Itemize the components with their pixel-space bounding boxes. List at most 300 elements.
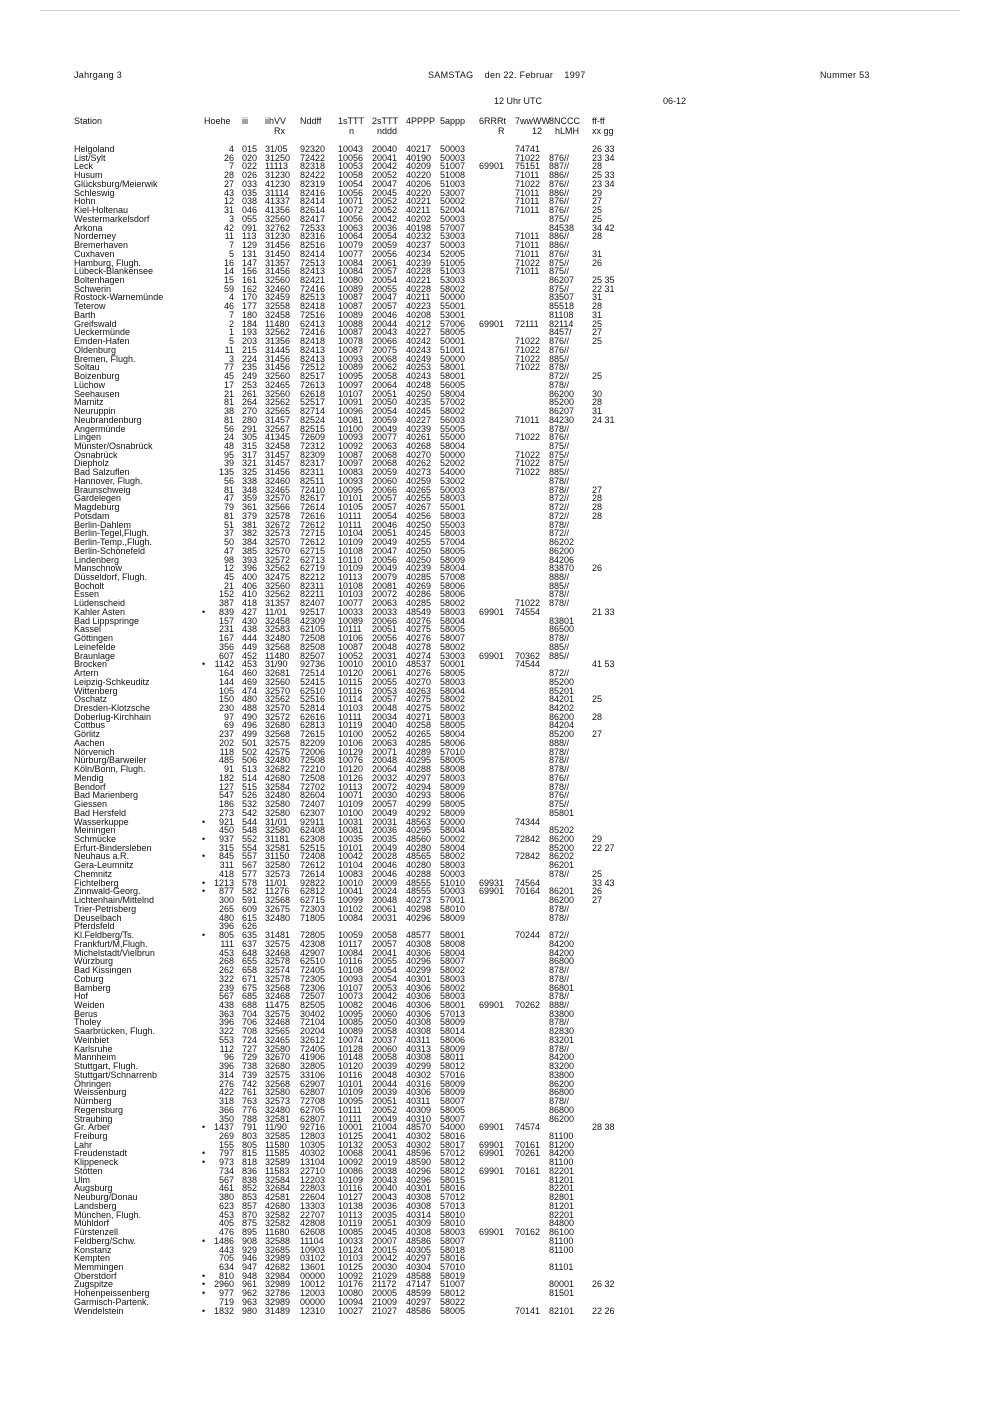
table-row — [74, 145, 954, 154]
ff-value: 33 43 — [592, 877, 615, 888]
nddff-value: 72514 — [300, 668, 326, 679]
hoehe-value: 24 — [223, 432, 234, 443]
ts2-value: 20042 — [372, 213, 398, 224]
ww-value: 75151 — [515, 161, 541, 172]
ts2-value: 20033 — [372, 606, 398, 617]
nddff-value: 72405 — [300, 965, 326, 976]
station-name: Karlsruhe — [74, 1043, 113, 1054]
ap-value: 58004 — [440, 842, 466, 853]
ihvv-value: 31445 — [265, 344, 291, 355]
ts-value: 10010 — [338, 659, 364, 670]
station-name: Berlin-Temp.,Flugh. — [74, 537, 153, 548]
ts-value: 10087 — [338, 301, 364, 312]
ihvv-value: 31230 — [265, 231, 291, 242]
iii-value: 609 — [242, 903, 258, 914]
ihvv-value: 32580 — [265, 825, 291, 836]
ihvv-value: 32581 — [265, 842, 291, 853]
hoehe-value: 4 — [228, 292, 234, 303]
ts-value: 10093 — [338, 973, 364, 984]
iii-value: 490 — [242, 711, 258, 722]
station-name: Köln/Bonn, Flugh. — [74, 764, 146, 775]
table-row — [74, 1298, 954, 1307]
iii-value: 805 — [242, 1139, 258, 1150]
ts2-value: 20055 — [372, 676, 398, 687]
hoehe-value: 28 — [223, 170, 234, 181]
table-row — [74, 678, 954, 687]
ts-value: 10095 — [338, 371, 364, 382]
nc-value: 878// — [549, 746, 570, 757]
station-name: Oldenburg — [74, 344, 117, 355]
nc-value: 81101 — [549, 1262, 574, 1272]
ww-value: 71022 — [515, 336, 541, 347]
ts2-value: 20081 — [372, 580, 398, 591]
mountain-marker: • — [202, 1157, 206, 1168]
p4-value: 40306 — [406, 991, 432, 1002]
ap-value: 58003 — [440, 528, 466, 539]
ap-value: 58007 — [440, 956, 466, 967]
ts2-value: 20077 — [372, 432, 398, 443]
iii-value: 708 — [242, 1026, 258, 1037]
table-row — [74, 285, 954, 294]
ts2-value: 20031 — [372, 650, 398, 661]
nddff-value: 62812 — [300, 886, 326, 897]
nc-value: 886// — [549, 187, 570, 198]
nddff-value: 12310 — [300, 1305, 326, 1316]
nddff-value: 82617 — [300, 493, 326, 504]
hoehe-value: 480 — [218, 912, 234, 923]
ap-value: 58009 — [440, 1078, 466, 1089]
ihvv-value: 11475 — [265, 999, 290, 1010]
ap-value: 50000 — [440, 449, 466, 460]
station-name: Oschatz — [74, 694, 108, 705]
nc-value: 81100 — [549, 1235, 574, 1246]
hoehe-value: 453 — [218, 1209, 234, 1220]
ts-value: 10080 — [338, 275, 364, 286]
ts2-value: 20066 — [372, 484, 398, 495]
station-name: Lüchow — [74, 379, 106, 390]
table-row — [74, 765, 954, 774]
nddff-value: 72612 — [300, 860, 326, 871]
table-row — [74, 905, 954, 914]
p4-value: 40294 — [406, 781, 432, 792]
iii-value: 532 — [242, 799, 258, 810]
p4-value: 40273 — [406, 467, 432, 478]
p4-value: 40280 — [406, 860, 432, 871]
table-row — [74, 1071, 954, 1080]
station-name: Chemnitz — [74, 868, 113, 879]
nc-value: 872// — [549, 502, 570, 513]
ff-value: 25 33 — [592, 170, 615, 181]
ts2-value: 20052 — [372, 196, 398, 207]
nddff-value: 72614 — [300, 502, 326, 513]
p4-value: 40265 — [406, 729, 432, 740]
nc-value: 82201 — [549, 1183, 575, 1194]
nc-value: 878// — [549, 589, 570, 600]
ts-value: 10132 — [338, 1139, 364, 1150]
ts2-value: 21172 — [372, 1279, 397, 1290]
station-name: Rostock-Warnemünde — [74, 292, 164, 303]
station-name: Glücksburg/Meierwik — [74, 178, 158, 189]
ihvv-value: 32458 — [265, 309, 291, 320]
nddff-value: 62719 — [300, 563, 326, 574]
p4-value: 40305 — [406, 1244, 432, 1255]
hoehe-value: 237 — [218, 729, 234, 740]
ts-value: 10087 — [338, 344, 364, 355]
nc-value: 84204 — [549, 720, 575, 731]
station-name: Landsberg — [74, 1200, 117, 1211]
ap-value: 51010 — [440, 877, 466, 888]
ww-value: 71022 — [515, 449, 541, 460]
table-row — [74, 451, 954, 460]
ihvv-value: 32580 — [265, 799, 291, 810]
ff-value: 28 — [592, 301, 603, 312]
iii-value: 177 — [242, 301, 258, 312]
ww-value: 71022 — [515, 432, 541, 443]
ts2-value: 20041 — [372, 152, 398, 163]
ts2-value: 20046 — [372, 860, 398, 871]
p4-value: 40232 — [406, 231, 432, 242]
p4-value: 40243 — [406, 344, 432, 355]
station-name: Neuburg/Donau — [74, 1192, 138, 1203]
p4-value: 40270 — [406, 449, 432, 460]
ff-value: 25 — [592, 205, 603, 216]
station-name: Cuxhaven — [74, 248, 115, 259]
ap-value: 52005 — [440, 248, 466, 259]
nddff-value: 82318 — [300, 161, 326, 172]
nc-value: 8457/ — [549, 327, 572, 338]
iii-value: 249 — [242, 371, 258, 382]
ap-value: 53003 — [440, 275, 466, 286]
nc-value: 876// — [549, 248, 570, 259]
table-row — [74, 844, 954, 853]
col-p4: 4PPPP — [406, 116, 436, 126]
nc-value: 876// — [549, 790, 570, 801]
nddff-value: 72312 — [300, 440, 326, 451]
rr-value: 69901 — [479, 161, 505, 172]
p4-value: 40288 — [406, 764, 432, 775]
hoehe-value: 48 — [223, 440, 234, 451]
table-row — [74, 1062, 954, 1071]
iii-value: 513 — [242, 764, 258, 775]
ww-value: 71022 — [515, 458, 541, 469]
table-row — [74, 372, 954, 381]
ts-value: 10093 — [338, 353, 364, 364]
ww-value: 74344 — [515, 816, 541, 827]
station-name: Oberstdorf — [74, 1270, 117, 1281]
ap-value: 50003 — [440, 152, 466, 163]
hoehe-value: 380 — [218, 1192, 234, 1203]
p4-value: 40275 — [406, 703, 432, 713]
iii-value: 515 — [242, 781, 258, 792]
ihvv-value: 32989 — [265, 1296, 291, 1307]
ap-value: 58009 — [440, 554, 466, 565]
station-name: Düsseldorf, Flugh. — [74, 571, 148, 582]
ff-value: 29 — [592, 834, 603, 845]
rr-value: 69901 — [479, 1148, 505, 1159]
p4-value: 40212 — [406, 318, 432, 329]
ts2-value: 20007 — [372, 1235, 398, 1246]
table-row — [74, 1027, 954, 1036]
ap-value: 58009 — [440, 781, 466, 792]
nc-value: 875// — [549, 266, 570, 277]
ts2-value: 20036 — [372, 1200, 398, 1211]
ts2-value: 20050 — [372, 1017, 398, 1028]
ihvv-value: 32575 — [265, 737, 291, 748]
station-name: Ueckermünde — [74, 327, 131, 338]
nc-value: 876// — [549, 196, 570, 207]
ap-value: 58006 — [440, 790, 466, 801]
ts2-value: 20049 — [372, 423, 398, 434]
ihvv-value: 32562 — [265, 397, 291, 408]
p4-value: 40239 — [406, 563, 432, 574]
table-row — [74, 486, 954, 495]
nddff-value: 62807 — [300, 1087, 326, 1098]
ihvv-value: 32558 — [265, 301, 291, 312]
ff-value: 25 — [592, 318, 603, 329]
nc-value: 885// — [549, 650, 570, 661]
nddff-value: 92911 — [300, 816, 325, 827]
table-row — [74, 302, 954, 311]
ap-value: 58004 — [440, 729, 466, 740]
ts-value: 10116 — [338, 1183, 363, 1194]
nddff-value: 82507 — [300, 650, 326, 661]
ihvv-value: 31457 — [265, 458, 291, 469]
nc-value: 84200 — [549, 1148, 575, 1159]
hoehe-value: 438 — [218, 999, 234, 1010]
hoehe-value: 202 — [218, 737, 234, 748]
ww-value: 71022 — [515, 467, 541, 478]
hoehe-value: 81 — [223, 510, 234, 521]
ts2-value: 20050 — [372, 397, 398, 408]
table-row — [74, 1080, 954, 1089]
ts2-value: 20051 — [372, 624, 398, 635]
nddff-value: 72613 — [300, 379, 326, 390]
ts2-value: 20038 — [372, 1165, 398, 1176]
nddff-value: 30402 — [300, 1008, 326, 1019]
ihvv-value: 32568 — [265, 1078, 291, 1089]
iii-value: 544 — [242, 816, 258, 827]
iii-value: 526 — [242, 790, 258, 801]
ts-value: 10111 — [338, 510, 362, 521]
station-name: Aachen — [74, 737, 105, 748]
nc-value: 85801 — [549, 807, 575, 818]
nddff-value: 40302 — [300, 1148, 326, 1159]
table-row — [74, 1088, 954, 1097]
p4-value: 40202 — [406, 213, 432, 224]
nddff-value: 72612 — [300, 519, 326, 530]
p4-value: 40306 — [406, 999, 432, 1010]
nc-value: 887// — [549, 161, 570, 172]
ts-value: 10084 — [338, 947, 364, 958]
ts-value: 10109 — [338, 1174, 364, 1185]
hoehe-value: 315 — [218, 842, 234, 853]
p4-value: 40269 — [406, 580, 432, 591]
ihvv-value: 11276 — [265, 886, 290, 897]
table-row — [74, 1289, 954, 1298]
ts2-value: 21004 — [372, 1122, 398, 1133]
ts2-value: 20057 — [372, 938, 398, 949]
nddff-value: 72407 — [300, 799, 326, 810]
p4-value: 40235 — [406, 397, 432, 408]
ww-value: 74741 — [515, 144, 541, 154]
table-row — [74, 494, 954, 503]
ap-value: 51003 — [440, 178, 466, 189]
nddff-value: 82614 — [300, 205, 326, 216]
hoehe-value: 50 — [223, 537, 234, 548]
ts-value: 10116 — [338, 685, 363, 696]
ts-value: 10056 — [338, 187, 364, 198]
nddff-value: 92320 — [300, 144, 326, 154]
nc-value: 82801 — [549, 1192, 575, 1203]
ap-value: 57013 — [440, 1008, 466, 1019]
table-row — [74, 1001, 954, 1010]
nc-value: 876// — [549, 772, 570, 783]
nddff-value: 62713 — [300, 554, 326, 565]
table-row — [74, 809, 954, 818]
table-row — [74, 538, 954, 547]
ts-value: 10043 — [338, 144, 364, 154]
ts2-value: 20042 — [372, 991, 398, 1002]
ww-value: 72842 — [515, 834, 541, 845]
ff-value: 22 27 — [592, 842, 615, 853]
ihvv-value: 32458 — [265, 615, 291, 626]
ts-value: 10041 — [338, 886, 364, 897]
ww-value: 70262 — [515, 999, 541, 1010]
ts2-value: 20066 — [372, 336, 398, 347]
ff-value: 23 34 — [592, 178, 615, 189]
p4-value: 40309 — [406, 1218, 432, 1229]
station-name: Boltenhagen — [74, 275, 125, 286]
nddff-value: 12803 — [300, 1130, 326, 1141]
nc-value: 885// — [549, 641, 570, 652]
iii-value: 480 — [242, 694, 258, 705]
iii-value: 706 — [242, 1017, 258, 1028]
station-name: Tholey — [74, 1017, 102, 1028]
table-row — [74, 879, 954, 888]
nddff-value: 72408 — [300, 851, 326, 862]
ts2-value: 20039 — [372, 1061, 398, 1072]
station-name: Görlitz — [74, 729, 101, 740]
nddff-value: 92736 — [300, 659, 326, 670]
hoehe-value: 12 — [223, 563, 234, 574]
table-row — [74, 1211, 954, 1220]
ff-value: 26 — [592, 257, 603, 268]
p4-value: 40295 — [406, 825, 432, 836]
iii-value: 015 — [242, 144, 258, 154]
rr-value: 69931 — [479, 877, 505, 888]
p4-value: 40248 — [406, 379, 432, 390]
ts-value: 10084 — [338, 257, 364, 268]
p4-value: 40227 — [406, 414, 432, 425]
ap-value: 51001 — [440, 344, 466, 355]
nddff-value: 33106 — [300, 1069, 326, 1080]
table-row — [74, 669, 954, 678]
iii-value: 857 — [242, 1200, 258, 1211]
ap-value: 57006 — [440, 318, 466, 329]
table-row — [74, 267, 954, 276]
col-nc: 8NCCC — [549, 116, 581, 126]
nc-value: 878// — [549, 379, 570, 390]
ihvv-value: 32573 — [265, 528, 291, 539]
ts-value: 10087 — [338, 449, 364, 460]
ts-value: 10001 — [338, 1122, 364, 1133]
ts2-value: 20048 — [372, 755, 398, 766]
hoehe-value: 634 — [218, 1262, 234, 1272]
table-row — [74, 1272, 954, 1281]
iii-value: 280 — [242, 414, 258, 425]
hoehe-value: 797 — [218, 1148, 234, 1159]
nddff-value: 72513 — [300, 257, 326, 268]
nddff-value: 52814 — [300, 703, 326, 713]
table-row — [74, 852, 954, 861]
station-name: Kahler Asten — [74, 606, 126, 617]
table-row — [74, 1263, 954, 1272]
nddff-value: 10903 — [300, 1244, 326, 1255]
table-row — [74, 477, 954, 486]
iii-value: 908 — [242, 1235, 258, 1246]
iii-value: 803 — [242, 1130, 258, 1141]
p4-value: 48588 — [406, 1270, 432, 1281]
ihvv-value: 11/01 — [265, 877, 287, 888]
p4-value: 40308 — [406, 1200, 432, 1211]
ts-value: 10072 — [338, 205, 364, 216]
nc-value: 85518 — [549, 301, 575, 312]
ap-value: 55000 — [440, 432, 466, 443]
hoehe-value: 31 — [223, 205, 234, 216]
nddff-value: 82309 — [300, 449, 326, 460]
station-name: Nörvenich — [74, 746, 115, 757]
ts2-value: 20019 — [372, 1157, 398, 1168]
ihvv-value: 32480 — [265, 912, 291, 923]
p4-value: 40267 — [406, 502, 432, 513]
hoehe-value: 27 — [223, 178, 234, 189]
ff-value: 31 — [592, 309, 603, 320]
nddff-value: 92517 — [300, 606, 326, 617]
iii-value: 033 — [242, 178, 258, 189]
station-name: Zugspitze — [74, 1279, 114, 1290]
nc-value: 872// — [549, 371, 570, 382]
table-row — [74, 1036, 954, 1045]
nc-value: 878// — [549, 764, 570, 775]
p4-value: 48586 — [406, 1235, 432, 1246]
ihvv-value: 32672 — [265, 519, 291, 530]
rr-value: 69901 — [479, 1165, 505, 1176]
ihvv-value: 32578 — [265, 510, 291, 521]
iii-value: 385 — [242, 545, 258, 556]
ihvv-value: 32562 — [265, 589, 291, 600]
mountain-marker: • — [202, 816, 206, 827]
ff-value: 25 — [592, 213, 603, 224]
ihvv-value: 32584 — [265, 1174, 291, 1185]
iii-value: 315 — [242, 440, 258, 451]
ts2-value: 20051 — [372, 1096, 398, 1107]
ap-value: 58010 — [440, 1218, 466, 1229]
table-row — [74, 1237, 954, 1246]
nddff-value: 72416 — [300, 283, 326, 294]
ts2-value: 20041 — [372, 1130, 398, 1141]
ts-value: 10027 — [338, 1305, 364, 1316]
ap-value: 58006 — [440, 589, 466, 600]
iii-value: 788 — [242, 1113, 258, 1124]
station-name: Berus — [74, 1008, 98, 1019]
ts2-value: 20060 — [372, 1043, 398, 1054]
p4-value: 40256 — [406, 510, 432, 521]
ts-value: 10115 — [338, 676, 363, 687]
nddff-value: 72508 — [300, 755, 326, 766]
ts2-value: 20072 — [372, 781, 398, 792]
hoehe-value: 719 — [218, 1296, 234, 1307]
p4-value: 40237 — [406, 240, 432, 251]
